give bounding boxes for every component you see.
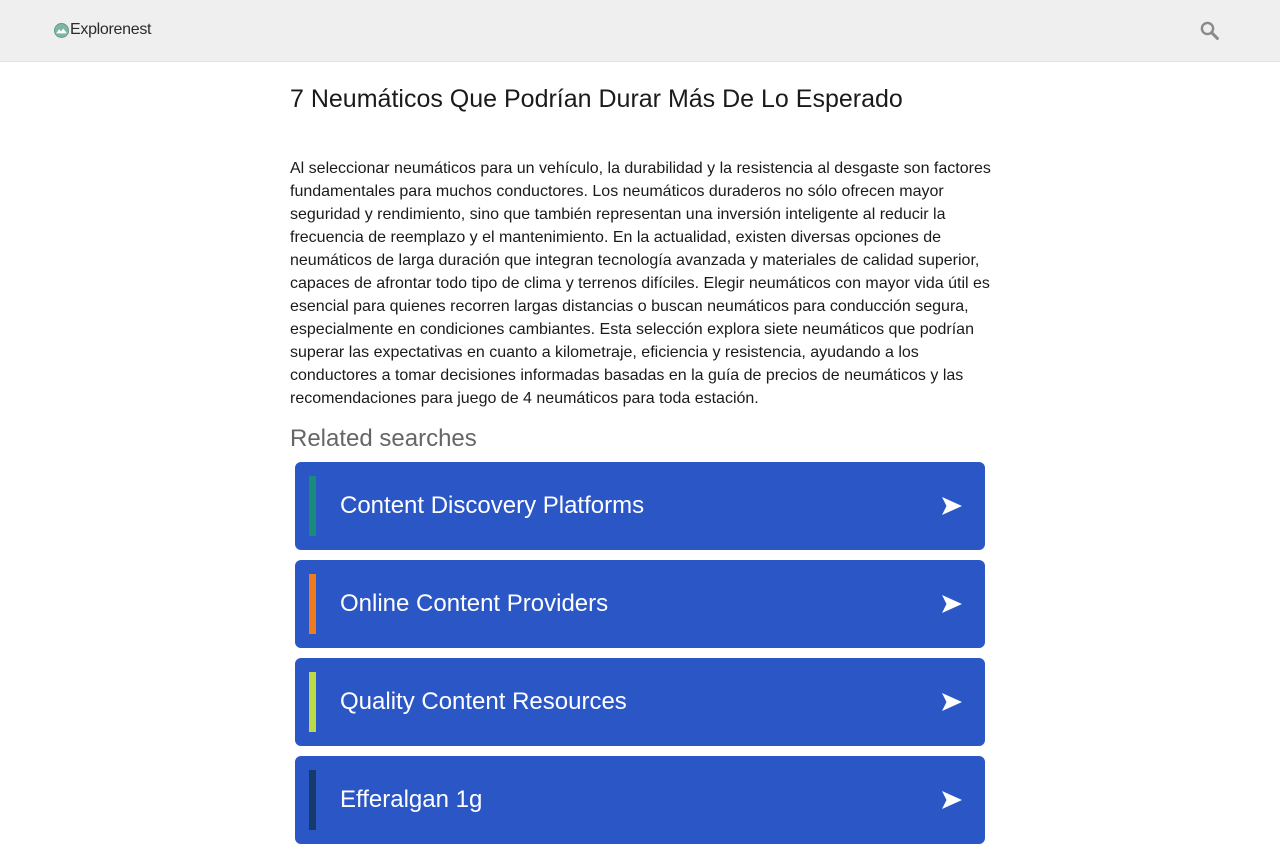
related-search-card[interactable]	[295, 658, 985, 746]
related-search-card[interactable]	[295, 462, 985, 550]
arrow-right-icon	[941, 496, 963, 516]
search-icon	[1199, 20, 1221, 42]
arrow-right-icon	[941, 692, 963, 712]
card-accent-bar	[309, 770, 316, 830]
card-accent-bar	[309, 476, 316, 536]
related-searches-list	[295, 462, 985, 854]
page-title: 7 Neumáticos Que Podrían Durar Más De Lo Esperado	[290, 85, 903, 113]
article-body: Al seleccionar neumáticos para un vehículo, la durabilidad y la resistencia al desgaste son factores fundamentales para muchos conductores. Los neumáticos duraderos no sólo ofrecen mayor seguridad y rendimiento, sino que también representan una inversión inteligente al reducir la frecuencia de reemplazo y el mantenimiento. En la actualidad, existen diversas opciones de neumáticos de larga duración que integran tecnología avanzada y materiales de calidad superior, capaces de afrontar todo tipo de clima y terrenos difíciles. Elegir neumáticos con mayor vida útil es esencial para quienes recorren largas distancias o buscan neumáticos para conducción segura, especialmente en condiciones cambiantes. Esta selección explora siete neumáticos que podrían superar las expectativas en cuanto a kilometraje, eficiencia y resistencia, ayudando a los conductores a tomar decisiones informadas basadas en la guía de precios de neumáticos y las recomendaciones para juego de 4 neumáticos para toda estación.	[290, 160, 991, 407]
related-search-label: Online Content Providers	[340, 590, 609, 617]
site-logo[interactable]	[54, 20, 151, 40]
related-search-card[interactable]	[295, 560, 985, 648]
search-button[interactable]	[1199, 20, 1221, 42]
mountain-globe-icon	[54, 23, 69, 38]
arrow-right-icon	[941, 790, 963, 810]
related-search-label: Content Discovery Platforms	[340, 492, 645, 519]
top-navigation-bar	[0, 0, 1280, 62]
related-searches-heading: Related searches	[290, 425, 477, 452]
card-accent-bar	[309, 672, 316, 732]
related-search-card[interactable]	[295, 756, 985, 844]
arrow-right-icon	[941, 594, 963, 614]
related-search-label: Efferalgan 1g	[340, 786, 483, 813]
logo-text: Explorenest	[70, 21, 152, 38]
related-search-label: Quality Content Resources	[340, 688, 627, 715]
card-accent-bar	[309, 574, 316, 634]
